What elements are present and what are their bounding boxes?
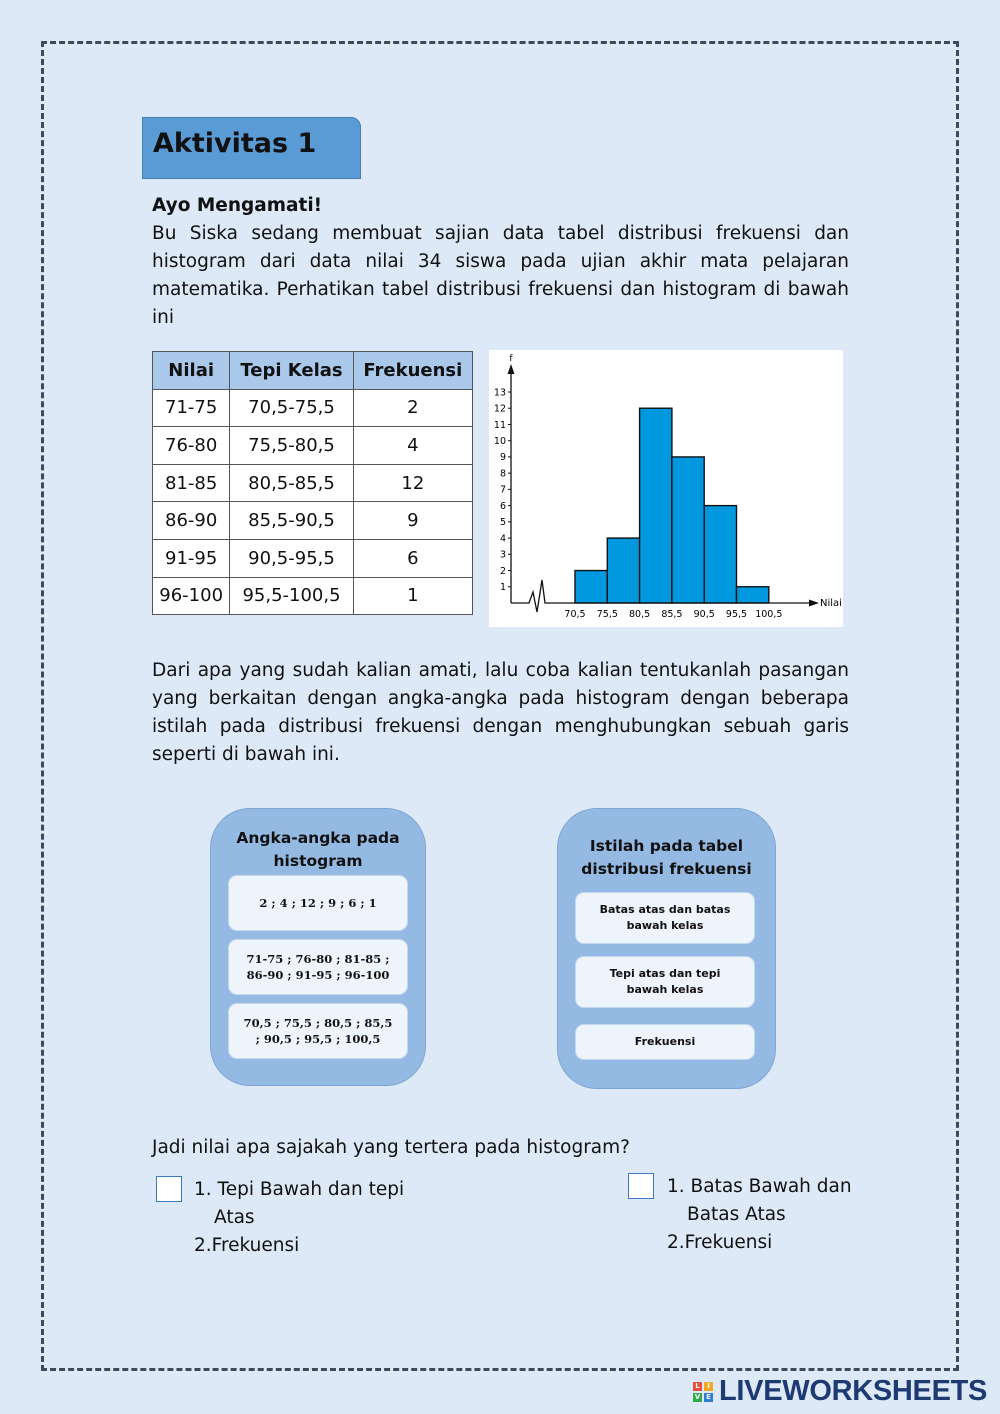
option-1-label xyxy=(194,1176,404,1260)
table-row xyxy=(153,389,473,427)
cell-tepi: 95,5-100,5 xyxy=(230,577,353,615)
y-tick-label: 12 xyxy=(493,403,506,415)
x-tick-label: 75,5 xyxy=(596,609,618,620)
cell-nilai: 91-95 xyxy=(153,539,230,577)
y-tick-label: 1 xyxy=(499,582,506,594)
x-tick-label: 95,5 xyxy=(725,609,748,620)
histogram-chart xyxy=(489,350,843,627)
histogram-bar xyxy=(640,408,672,603)
activity-title-box xyxy=(142,117,361,179)
y-tick-label: 4 xyxy=(499,533,506,545)
x-tick-label: 80,5 xyxy=(629,609,651,620)
x-tick-label: 70,5 xyxy=(564,609,586,620)
cell-tepi: 80,5-85,5 xyxy=(230,464,353,502)
right-item-tepi-kelas[interactable]: Tepi atas dan tepi bawah kelas xyxy=(575,956,755,1008)
liveworksheets-logo xyxy=(693,1375,987,1408)
histogram-bar xyxy=(672,457,704,603)
left-item-class-ranges[interactable]: 71-75 ; 76-80 ; 81-85 ; 86-90 ; 91-95 ; 96-100 xyxy=(228,939,408,995)
right-matching-panel xyxy=(557,808,776,1089)
option-2-line-3: 2.Frekuensi xyxy=(667,1232,773,1253)
histogram-bars xyxy=(575,408,769,603)
table-header-row xyxy=(153,352,473,390)
cell-tepi: 75,5-80,5 xyxy=(230,427,353,465)
histogram-bar xyxy=(704,506,736,603)
logo-wordmark: LIVEWORKSHEETS xyxy=(719,1375,988,1407)
left-matching-panel xyxy=(210,808,426,1086)
frequency-table xyxy=(152,351,473,615)
histogram-bar xyxy=(737,587,769,603)
cell-frekuensi: 2 xyxy=(353,389,472,427)
histogram-svg xyxy=(489,350,843,627)
header-frekuensi: Frekuensi xyxy=(353,352,472,390)
option-2-line-2: Batas Atas xyxy=(687,1204,786,1225)
logo-letter: E xyxy=(704,1393,713,1402)
logo-letter: L xyxy=(693,1382,702,1391)
x-axis-label: Nilai xyxy=(820,598,842,609)
option-2-label xyxy=(667,1173,852,1257)
table-row xyxy=(153,502,473,540)
cell-tepi: 90,5-95,5 xyxy=(230,539,353,577)
y-tick-label: 9 xyxy=(499,452,506,464)
option-2-line-1: 1. Batas Bawah dan xyxy=(667,1176,852,1197)
cell-nilai: 86-90 xyxy=(153,502,230,540)
y-axis-arrow-icon xyxy=(508,364,515,374)
cell-frekuensi: 9 xyxy=(353,502,472,540)
option-1-checkbox[interactable] xyxy=(156,1176,182,1202)
left-panel-title: Angka-angka pada histogram xyxy=(236,829,400,870)
intro-heading: Ayo Mengamati! xyxy=(152,195,323,216)
right-item-frekuensi[interactable]: Frekuensi xyxy=(575,1024,755,1060)
logo-letter: I xyxy=(704,1382,713,1391)
intro-section xyxy=(152,192,849,332)
cell-nilai: 96-100 xyxy=(153,577,230,615)
histogram-y-ticks xyxy=(494,387,511,593)
cell-nilai: 76-80 xyxy=(153,427,230,465)
left-item-frequencies[interactable]: 2 ; 4 ; 12 ; 9 ; 6 ; 1 xyxy=(228,875,408,931)
table-row xyxy=(153,427,473,465)
cell-frekuensi: 6 xyxy=(353,539,472,577)
table-row xyxy=(153,464,473,502)
question-text: Jadi nilai apa sajakah yang tertera pada histogram? xyxy=(152,1137,630,1158)
cell-frekuensi: 4 xyxy=(353,427,472,465)
cell-tepi: 85,5-90,5 xyxy=(230,502,353,540)
x-tick-label: 90,5 xyxy=(693,609,715,620)
left-item-class-edges[interactable]: 70,5 ; 75,5 ; 80,5 ; 85,5 ; 90,5 ; 95,5 ; 100,5 xyxy=(228,1003,408,1059)
table-row xyxy=(153,577,473,615)
y-tick-label: 6 xyxy=(499,500,506,512)
instruction-paragraph: Dari apa yang sudah kalian amati, lalu coba kalian tentukanlah pasangan yang berkaitan dengan angka-angka pada histogram dengan beberapa istilah pada distribusi frekuensi dengan menghubungkan sebuah garis seperti di bawah ini. xyxy=(152,660,849,765)
option-1-line-2: Atas xyxy=(214,1207,255,1228)
y-tick-label: 3 xyxy=(499,549,506,561)
cell-frekuensi: 12 xyxy=(353,464,472,502)
x-axis-arrow-icon xyxy=(809,600,819,607)
option-2-checkbox[interactable] xyxy=(628,1173,654,1199)
cell-tepi: 70,5-75,5 xyxy=(230,389,353,427)
x-tick-label: 100,5 xyxy=(755,609,783,620)
y-tick-label: 7 xyxy=(499,484,506,496)
table-row xyxy=(153,539,473,577)
y-tick-label: 2 xyxy=(499,565,506,577)
intro-text: Bu Siska sedang membuat sajian data tabel distribusi frekuensi dan histogram dari data nilai 34 siswa pada ujian akhir mata pelajaran matematika. Perhatikan tabel distribusi frekuensi dan histogram di bawah ini xyxy=(152,223,849,328)
option-1-line-1: 1. Tepi Bawah dan tepi xyxy=(194,1179,405,1200)
cell-nilai: 81-85 xyxy=(153,464,230,502)
activity-title: Aktivitas 1 xyxy=(153,128,317,159)
y-tick-label: 5 xyxy=(499,517,506,529)
y-axis-label: f xyxy=(509,354,513,364)
header-tepi-kelas: Tepi Kelas xyxy=(230,352,353,390)
right-panel-title: Istilah pada tabel distribusi frekuensi xyxy=(581,837,752,878)
cell-nilai: 71-75 xyxy=(153,389,230,427)
histogram-bar xyxy=(607,538,639,603)
logo-mark-icon xyxy=(693,1382,713,1402)
y-tick-label: 13 xyxy=(493,387,506,399)
y-tick-label: 11 xyxy=(493,419,506,431)
cell-frekuensi: 1 xyxy=(353,577,472,615)
header-nilai: Nilai xyxy=(153,352,230,390)
y-tick-label: 8 xyxy=(499,468,506,480)
logo-letter: V xyxy=(694,1392,701,1401)
x-tick-label: 85,5 xyxy=(661,609,683,620)
option-1-line-3: 2.Frekuensi xyxy=(194,1235,300,1256)
right-item-batas-kelas[interactable]: Batas atas dan batas bawah kelas xyxy=(575,892,755,944)
y-tick-label: 10 xyxy=(493,435,506,447)
histogram-x-ticks xyxy=(564,609,782,620)
histogram-bar xyxy=(575,571,607,603)
